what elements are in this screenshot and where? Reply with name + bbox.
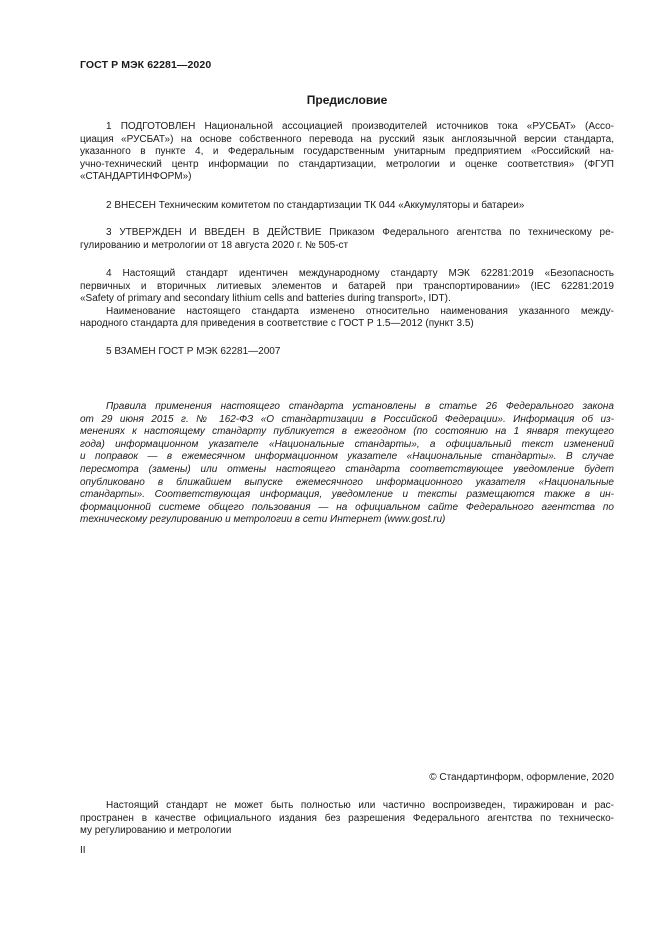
rules-line-3: менениях к настоящему стандарту публикуется в ежегодном (по состоянию на 1 января текущего — [80, 426, 614, 438]
rules-line-2: от 29 июня 2015 г. № 162-ФЗ «О стандартизации в Российской Федерации». Информация об из- — [80, 413, 614, 425]
item4-line-3: «Safety of primary and secondary lithium cells and batteries during transport», IDT). — [80, 293, 451, 305]
page-number: II — [80, 845, 86, 856]
rules-line-8: стандарты». Соответствующая информация, уведомление и тексты размещаются также в ин- — [80, 489, 614, 501]
foreword-item-4 — [80, 268, 614, 331]
item4-note-line-1: Наименование настоящего стандарта изменено относительно наименования указанного между- — [106, 305, 614, 317]
item1-line-3: указанного в пункте 4, и Федеральным государственным унитарным предприятием «Российский на- — [80, 146, 614, 158]
footer-line-1: Настоящий стандарт не может быть полностью или частично воспроизведен, тиражирован и рас- — [106, 800, 614, 811]
reproduction-notice — [80, 800, 614, 838]
standard-code-header: ГОСТ Р МЭК 62281—2020 — [80, 59, 212, 71]
rules-line-4: года) информационном указателе «Национальные стандарты», а официальный текст изменений — [80, 438, 614, 450]
rules-line-1: Правила применения настоящего стандарта установлены в статье 26 Федерального закона — [106, 401, 614, 412]
item3-line-2: гулированию и метрологии от 18 августа 2020 г. № 505-ст — [80, 239, 349, 251]
foreword-item-2 — [80, 200, 614, 213]
item3-line-1: 3 УТВЕРЖДЕН И ВВЕДЕН В ДЕЙСТВИЕ Приказом Федерального агентства по техническому ре- — [106, 227, 614, 238]
item1-line-4: учно-технический центр информации по стандартизации, метрологии и оценке соответствия» (ФГУП — [80, 158, 614, 170]
item4-line-1: 4 Настоящий стандарт идентичен международному стандарту МЭК 62281:2019 «Безопасность — [106, 268, 614, 279]
rules-line-5: и поправок — в ежемесячном информационном указателе «Национальные стандарты». В случае — [80, 451, 614, 463]
item4-note-line-2: народного стандарта для приведения в соответствие с ГОСТ Р 1.5—2012 (пункт 3.5) — [80, 318, 474, 330]
rules-line-7: опубликовано в ближайшем выпуске ежемесячного информационного указателя «Национальные — [80, 476, 614, 488]
item2-line-1: 2 ВНЕСЕН Техническим комитетом по стандартизации ТК 044 «Аккумуляторы и батареи» — [106, 200, 525, 211]
rules-line-6: пересмотра (замены) или отмены настоящего стандарта соответствующее уведомление будет — [80, 463, 614, 475]
rules-line-9: формационной системе общего пользования — на официальном сайте Федерального агентства по — [80, 501, 614, 513]
footer-line-3: му регулированию и метрологии — [80, 825, 232, 837]
rules-line-10: техническому регулированию и метрологии в сети Интернет (www.gost.ru) — [80, 514, 446, 526]
footer-line-2: пространен в качестве официального издания без разрешения Федерального агентства по техническо- — [80, 812, 614, 824]
item5-line-1: 5 ВЗАМЕН ГОСТ Р МЭК 62281—2007 — [106, 346, 281, 357]
item1-line-1: 1 ПОДГОТОВЛЕН Национальной ассоциацией производителей источников тока «РУСБАТ» (Ассо- — [106, 121, 614, 132]
item1-line-5: «СТАНДАРТИНФОРМ») — [80, 171, 192, 183]
foreword-item-5 — [80, 346, 614, 359]
foreword-item-3 — [80, 227, 614, 252]
item1-line-2: циация «РУСБАТ») на основе собственного перевода на русский язык англоязычной версии стандарта, — [80, 133, 614, 145]
application-rules-notice — [80, 401, 614, 527]
copyright-notice: © Стандартинформ, оформление, 2020 — [429, 772, 614, 783]
item4-line-2: первичных и вторичных литиевых элементов и батарей при транспортировании» (IEC 62281:2019 — [80, 280, 614, 292]
page-title: Предисловие — [306, 93, 388, 107]
foreword-item-1 — [80, 121, 614, 184]
